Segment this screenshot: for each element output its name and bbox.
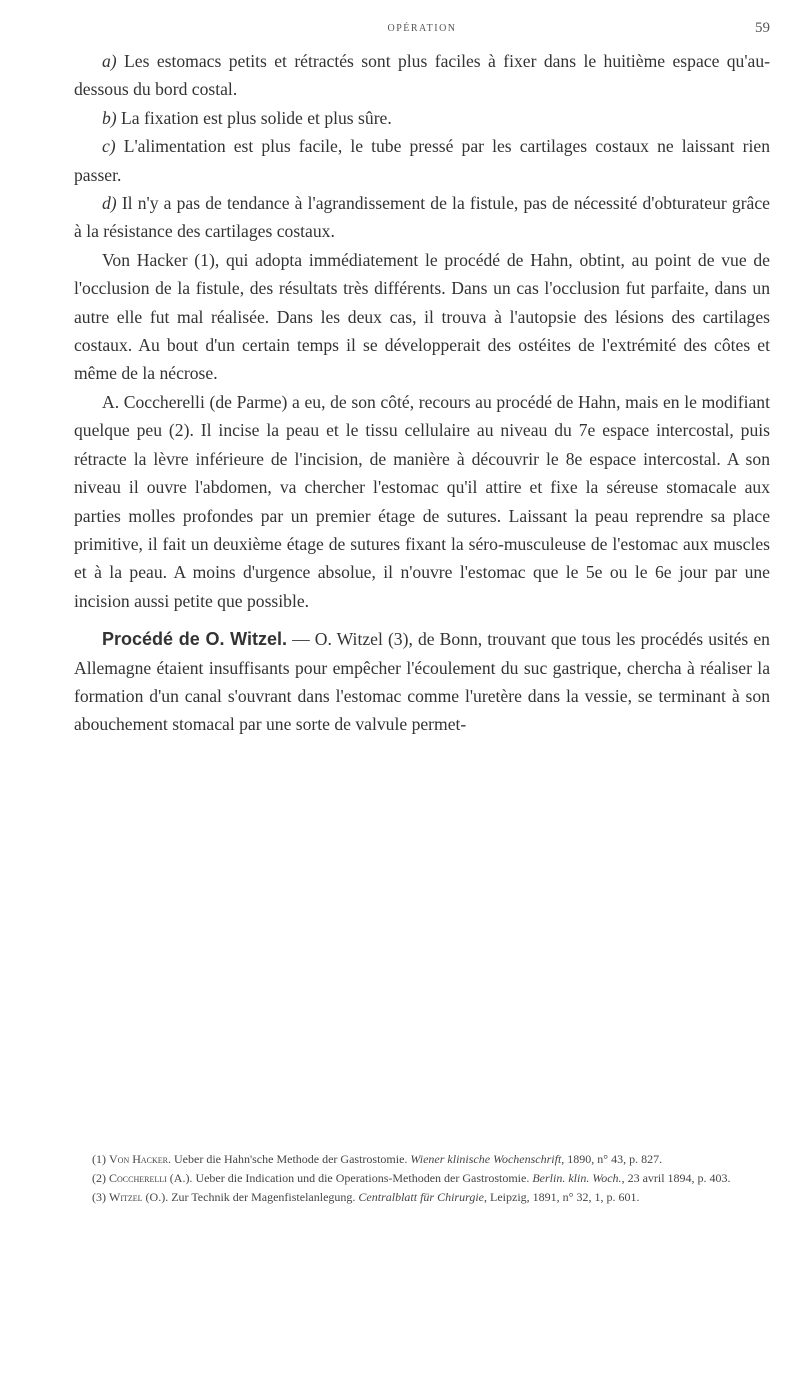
item-text-d: Il n'y a pas de tendance à l'agrandissement de la fistule, pas de nécessité d'obturateur grâce à la résistance des cartilages costaux. xyxy=(74,193,770,242)
footnote-2-title: Ueber die Indication und die Operations-Methoden der Gastrostomie. xyxy=(192,1171,533,1185)
footnote-3-ref: , Leipzig, 1891, n° 32, 1, p. 601. xyxy=(484,1190,640,1204)
item-letter-a: a) xyxy=(102,51,117,71)
paragraph-hacker: Von Hacker (1), qui adopta immédiatement le procédé de Hahn, obtint, au point de vue de l'occlusion de la fistule, des résultats très différents. Dans un cas l'occlusion fut parfaite, dans un autre elle fut mal réalisée. Dans les deux cas, il trouva à l'autopsie des lésions des cartilages costaux. Au bout d'un certain temps il se développerait des ostéites de l'extrémité des côtes et même de la nécrose. xyxy=(74,249,770,384)
footnote-3-title: Zur Technik der Magenfistelanlegung. xyxy=(168,1190,359,1204)
section-text-witzel: — O. Witzel (3), de Bonn, trouvant que tous les procédés usités en Allemagne étaient insuffisants pour empêcher l'écoulement du suc gastrique, chercha à réaliser la formation d'un canal s'ouvrant dans l'estomac comme l'uretère dans la vessie, se terminant à son abouchement stomacal par une sorte de valvule permet- xyxy=(74,629,770,735)
page-number: 59 xyxy=(755,20,770,36)
footnote-2-author: Coccherelli (A.). xyxy=(109,1171,193,1185)
footnote-1-journal: Wiener klinische Wochenschrift xyxy=(410,1152,562,1166)
footnote-1 xyxy=(74,1150,770,1169)
item-letter-c: c) xyxy=(102,136,116,157)
footnote-3-number: (3) xyxy=(92,1190,109,1204)
paragraph-c xyxy=(74,132,770,189)
footnote-1-title: Ueber die Hahn'sche Methode der Gastrostomie. xyxy=(171,1152,411,1166)
body-text xyxy=(74,47,770,739)
footnotes xyxy=(74,1150,770,1207)
footnote-1-author: Von Hacker. xyxy=(109,1152,171,1166)
paragraph-d xyxy=(74,189,770,246)
paragraph-a xyxy=(74,47,770,104)
footnote-2-ref: , 23 avril 1894, p. 403. xyxy=(621,1171,731,1185)
footnote-3-author: Witzel (O.). xyxy=(109,1190,169,1204)
footnote-3 xyxy=(74,1188,770,1207)
running-head xyxy=(74,20,770,40)
footnote-3-journal: Centralblatt für Chirurgie xyxy=(358,1190,484,1204)
paragraph-witzel xyxy=(74,625,770,739)
footnote-1-number: (1) xyxy=(92,1152,109,1166)
footnote-2-number: (2) xyxy=(92,1171,109,1185)
paragraph-b xyxy=(74,104,770,132)
item-letter-d: d) xyxy=(102,193,117,214)
footnote-1-ref: , 1890, n° 43, p. 827. xyxy=(561,1152,663,1166)
paragraph-coccherelli: A. Coccherelli (de Parme) a eu, de son côté, recours au procédé de Hahn, mais en le modifiant quelque peu (2). Il incise la peau et le tissu cellulaire au niveau du 7e espace intercostal, puis rétracte la lèvre inférieure de l'incision, de manière à découvrir le 8e espace intercostal. A son niveau il ouvre l'abdomen, va chercher l'estomac qu'il attire et fixe la séreuse stomacale aux parties molles profondes par un premier étage de sutures. Laissant la peau reprendre sa place primitive, il fait un deuxième étage de sutures fixant la séro-musculeuse de l'estomac aux muscles et à la peau. A moins d'urgence absolue, il n'ouvre l'estomac que le 5e ou le 6e jour par une incision aussi petite que possible. xyxy=(74,391,770,611)
section-heading-witzel: Procédé de O. Witzel. xyxy=(102,629,287,650)
footnote-2 xyxy=(74,1169,770,1188)
item-text-b: La fixation est plus solide et plus sûre. xyxy=(116,107,392,128)
item-text-c: L'alimentation est plus facile, le tube pressé par les cartilages costaux ne laissant rien passer. xyxy=(74,136,770,185)
running-head-title: OPÉRATION xyxy=(387,23,457,34)
footnote-2-journal: Berlin. klin. Woch. xyxy=(532,1171,622,1185)
item-text-a: Les estomacs petits et rétractés sont plus faciles à fixer dans le huitième espace qu'au-dessous du bord costal. xyxy=(74,51,770,100)
item-letter-b: b) xyxy=(102,107,117,128)
